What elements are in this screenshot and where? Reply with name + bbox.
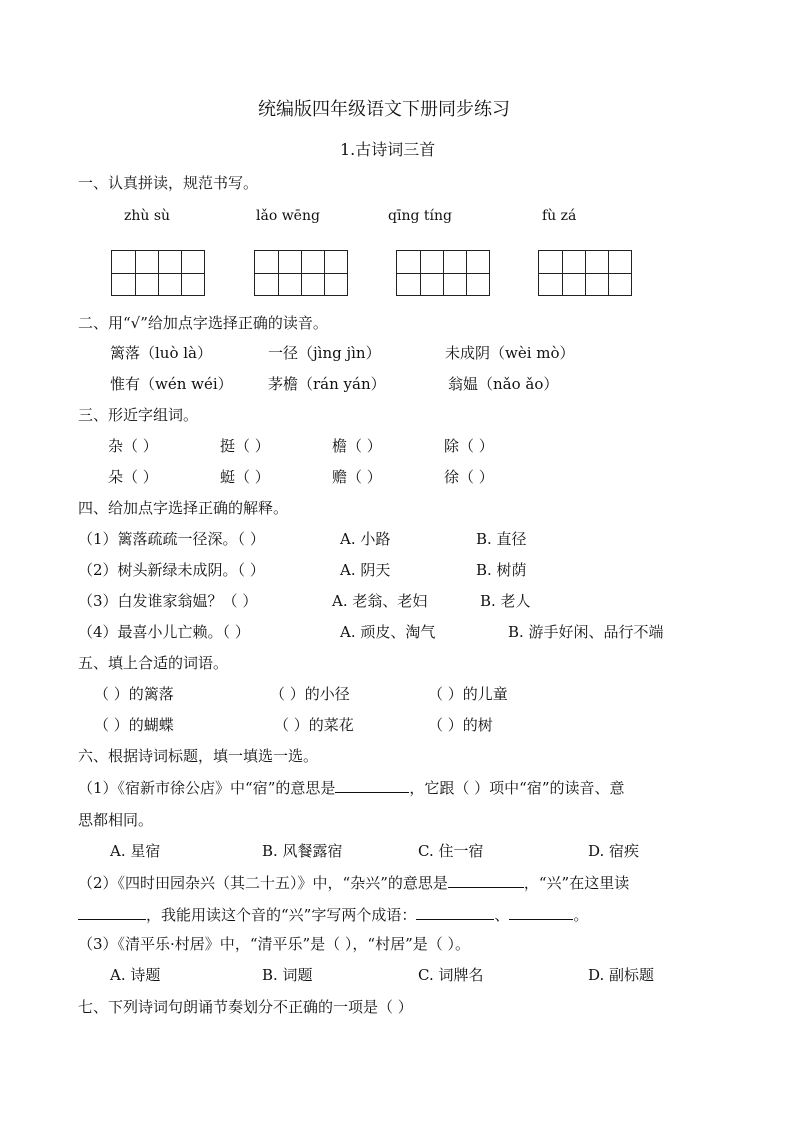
title-question-2-continued	[78, 905, 588, 925]
word-item-6: 蜓（ ）	[220, 468, 270, 486]
writing-grid-4[interactable]	[538, 250, 632, 296]
writing-grid-2[interactable]	[254, 250, 348, 296]
reading-item-5: 茅檐（rán yán）	[268, 375, 386, 393]
word-item-3: 檐（ ）	[332, 437, 382, 455]
answer-blank[interactable]	[448, 873, 524, 888]
reading-item-6: 翁媪（nǎo ǎo）	[448, 375, 559, 393]
title-question-2-text-b: ，“兴”在这里读	[523, 874, 630, 892]
word-item-2: 挺（ ）	[220, 437, 270, 455]
meaning-question-2: （2）树头新绿未成阴。（ ）	[78, 561, 265, 579]
word-item-5: 朵（ ）	[108, 468, 158, 486]
meaning-option-1a: A. 小路	[340, 530, 391, 548]
pinyin-4: fù zá	[542, 208, 577, 224]
meaning-option-2a: A. 阴天	[340, 561, 391, 579]
title-question-1-continued: 思都相同。	[78, 811, 154, 829]
meaning-option-1b: B. 直径	[476, 530, 527, 548]
choice-3c: C. 词牌名	[418, 966, 484, 984]
fill-item-4: （ ）的蝴蝶	[94, 716, 174, 734]
meaning-option-4b: B. 游手好闲、品行不端	[508, 623, 664, 641]
pinyin-1: zhù sù	[124, 208, 171, 224]
choice-3a: A. 诗题	[110, 966, 161, 984]
fill-item-6: （ ）的树	[428, 716, 493, 734]
word-item-8: 徐（ ）	[444, 468, 494, 486]
title-question-2	[78, 873, 629, 893]
fill-item-3: （ ）的儿童	[428, 685, 508, 703]
choice-3b: B. 词题	[262, 966, 313, 984]
period: 。	[573, 906, 589, 924]
title-question-3: （3）《清平乐·村居》中，“清平乐”是（ ），“村居”是（ ）。	[78, 935, 471, 953]
title-question-1-text-a: （1）《宿新市徐公店》中“宿”的意思是	[78, 779, 336, 797]
choice-1d: D. 宿疾	[588, 842, 640, 860]
reading-item-4: 惟有（wén wéi）	[110, 375, 233, 393]
section-6-heading: 六、根据诗词标题，填一填选一选。	[78, 747, 319, 765]
choice-1c: C. 住一宿	[418, 842, 484, 860]
word-item-7: 赡（ ）	[332, 468, 382, 486]
title-question-2-text-a: （2）《四时田园杂兴（其二十五）》中，“杂兴”的意思是	[78, 874, 448, 892]
reading-item-1: 篱落（luò là）	[110, 344, 212, 362]
separator: 、	[494, 906, 510, 924]
writing-grid-1[interactable]	[111, 250, 205, 296]
reading-item-2: 一径（jìng jìn）	[268, 344, 381, 362]
section-3-heading: 三、形近字组词。	[78, 406, 199, 424]
fill-item-2: （ ）的小径	[270, 685, 350, 703]
answer-blank[interactable]	[416, 905, 494, 920]
meaning-option-4a: A. 顽皮、淘气	[340, 623, 436, 641]
title-question-1-text-b: ，它跟（ ）项中“宿”的读音、意	[409, 779, 625, 797]
answer-blank[interactable]	[509, 905, 573, 920]
meaning-question-4: （4）最喜小儿亡赖。（ ）	[78, 623, 250, 641]
meaning-question-1: （1）篱落疏疏一径深。（ ）	[78, 530, 265, 548]
choice-3d: D. 副标题	[588, 966, 655, 984]
choice-1b: B. 风餐露宿	[262, 842, 343, 860]
fill-item-1: （ ）的篱落	[94, 685, 174, 703]
pinyin-3: qīng tíng	[388, 208, 452, 224]
title-question-2-text-c: ，我能用读这个音的“兴”字写两个成语：	[146, 906, 417, 924]
section-5-heading: 五、填上合适的词语。	[78, 654, 229, 672]
meaning-option-3b: B. 老人	[480, 592, 531, 610]
section-4-heading: 四、给加点字选择正确的解释。	[78, 499, 289, 517]
meaning-option-3a: A. 老翁、老妇	[332, 592, 428, 610]
lesson-title: 1.古诗词三首	[340, 140, 436, 159]
choice-1a: A. 星宿	[110, 842, 161, 860]
word-item-4: 除（ ）	[444, 437, 494, 455]
section-1-heading: 一、认真拼读，规范书写。	[78, 174, 259, 192]
meaning-option-2b: B. 树荫	[476, 561, 527, 579]
meaning-question-3: （3）白发谁家翁媪？（ ）	[78, 592, 258, 610]
word-item-1: 杂（ ）	[108, 437, 158, 455]
reading-item-3: 未成阴（wèi mò）	[445, 344, 575, 362]
writing-grid-3[interactable]	[396, 250, 490, 296]
answer-blank[interactable]	[78, 905, 146, 920]
section-7-heading: 七、下列诗词句朗诵节奏划分不正确的一项是（ ）	[78, 998, 413, 1016]
answer-blank[interactable]	[335, 778, 409, 793]
pinyin-2: lǎo wēng	[256, 208, 320, 224]
section-2-heading: 二、用“√”给加点字选择正确的读音。	[78, 314, 328, 332]
title-question-1	[78, 778, 625, 798]
fill-item-5: （ ）的菜花	[274, 716, 354, 734]
page-title: 统编版四年级语文下册同步练习	[258, 99, 510, 120]
